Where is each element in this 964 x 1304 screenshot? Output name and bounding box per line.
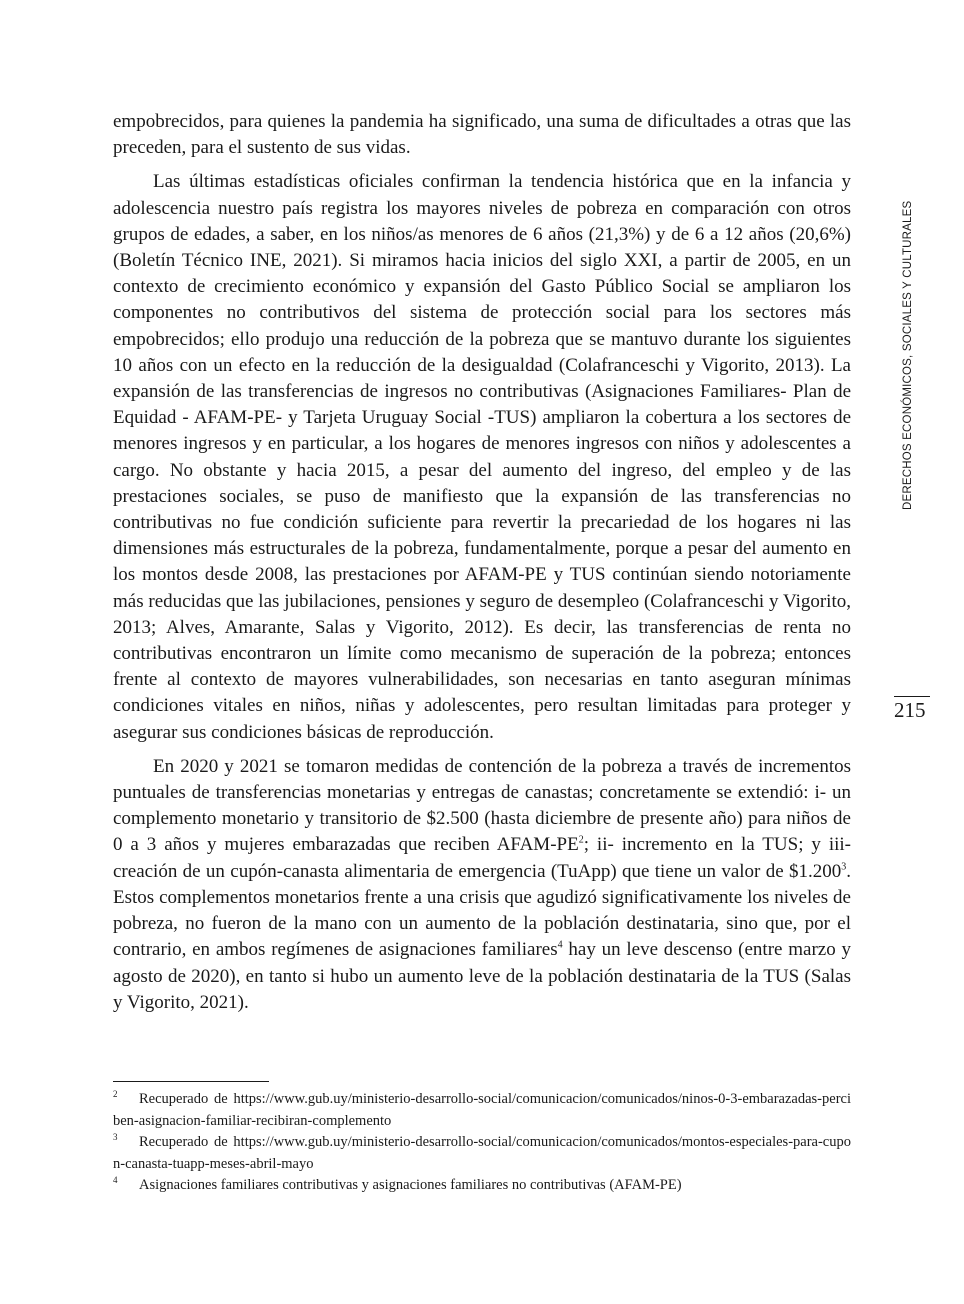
footnote-separator xyxy=(113,1081,269,1082)
footnote-ref-3[interactable]: 3 xyxy=(841,861,847,873)
footnote-text[interactable]: Recuperado de https://www.gub.uy/ministerio-desarrollo-social/comunicacion/comunicados/ninos-0-3-embarazadas-perciben-asignacion-familiar-recibiran-complemento xyxy=(113,1091,851,1129)
paragraph-statistics: Las últimas estadísticas oficiales confirman la tendencia histórica que en la infancia y adolescencia nuestro país registra los mayores niveles de pobreza en comparación con otros grupos de edades, a saber, en los niños/as menores de 6 años (21,3%) y de 6 a 12 años (20,6%) (Boletín Técnico INE, 2021). Si miramos hacia inicios del siglo XXI, a partir de 2005, en un contexto de crecimiento económico y expansión del Gasto Público Social se ampliaron los componentes no contributivos del sistema de protección social para los sectores más empobrecidos; ello produjo una reducción de la pobreza que se mantuvo durante los siguientes 10 años con un efecto en la reducción de la desigualdad (Colafranceschi y Vigorito, 2013). La expansión de las transferencias de ingresos no contributivas (Asignaciones Familiares- Plan de Equidad - AFAM-PE- y Tarjeta Uruguay Social -TUS) ampliaron la cobertura a los sectores de menores ingresos y en particular, a los hogares de menores ingresos con niños y adolescentes a cargo. No obstante y hacia 2015, a pesar del aumento del ingreso, del empleo y de las prestaciones sociales, se puso de manifiesto que la expansión de las transferencias no contributivas no fue condición suficiente para revertir la precariedad de los hogares ni las dimensiones más estructurales de la pobreza, fundamentalmente, porque a pesar del aumento en los montos desde 2008, las prestaciones por AFAM-PE y TUS continúan siendo notoriamente más reducidas que las jubilaciones, pensiones y seguro de desempleo (Colafranceschi y Vigorito, 2013; Alves, Amarante, Salas y Vigorito, 2012). Es decir, las transferencias de renta no contributivas encontraron un límite como mecanismo de superación de la pobreza; entonces frente al contexto de mayores vulnerabilidades, son necesarias en tanto aseguran mínimas condiciones vitales en niños, niñas y adolescentes, pero resultan limitadas para proteger y asegurar sus condiciones básicas de reproducción. xyxy=(113,171,851,743)
paragraph-continuation: empobrecidos, para quienes la pandemia ha significado, una suma de dificultades a otras que las preceden, para el sustento de sus vidas. xyxy=(113,111,851,159)
running-section-title: DERECHOS ECONÓMICOS, SOCIALES Y CULTURALES xyxy=(902,200,914,510)
footnote-text[interactable]: Recuperado de https://www.gub.uy/ministerio-desarrollo-social/comunicacion/comunicados/montos-especiales-para-cupon-canasta-tuapp-meses-abril-mayo xyxy=(113,1134,851,1172)
paragraph-measures-part-a: En 2020 y 2021 se tomaron medidas de contención de la pobreza a través de incrementos puntuales de transferencias monetarias y entregas de canastas; concretamente se extendió: i- un complemento monetario y transitorio de $2.500 (hasta diciembre de presente año) para niños de 0 a 3 años y mujeres embarazadas que reciben AFAM-PE xyxy=(113,755,851,856)
body-text xyxy=(113,109,851,1024)
footnote-3: 3 Recuperado de https://www.gub.uy/ministerio-desarrollo-social/comunicacion/comunicados/montos-especiales-para-cupon-canasta-tuapp-meses-abril-mayo xyxy=(113,1132,851,1172)
paragraph-measures-part-b: ; ii- incremento en la TUS; y iii- creación de un cupón-canasta alimentaria de emergencia (TuApp) que tiene un valor de $1.200 xyxy=(113,834,852,882)
footnote-4: 4 Asignaciones familiares contributivas y asignaciones familiares no contributivas (AFAM-PE) xyxy=(113,1175,682,1193)
footnote-ref-2[interactable]: 2 xyxy=(578,835,584,847)
page-number: 215 xyxy=(894,698,926,722)
footnote-2: 2 Recuperado de https://www.gub.uy/ministerio-desarrollo-social/comunicacion/comunicados/ninos-0-3-embarazadas-perciben-asignacion-familiar-recibiran-complemento xyxy=(113,1089,851,1129)
page-number-rule xyxy=(894,696,930,697)
footnotes xyxy=(113,1089,851,1197)
paragraph-measures-part-d: hay un leve descenso (entre marzo y agosto de 2020), en tanto si hubo un aumento leve de la población destinataria de la TUS (Salas y Vigorito, 2021). xyxy=(113,939,852,1013)
paragraph-measures-part-c: . Estos complementos monetarios frente a una crisis que agudizó significativamente los niveles de pobreza, no fueron de la mano con un aumento de la población destinataria, sino que, por el contrario, en ambos regímenes de asignaciones familiares xyxy=(113,860,851,961)
footnote-text: Asignaciones familiares contributivas y asignaciones familiares no contributivas (AFAM-PE) xyxy=(139,1177,682,1193)
paragraph-measures xyxy=(113,754,851,1016)
footnote-ref-4[interactable]: 4 xyxy=(557,939,563,951)
